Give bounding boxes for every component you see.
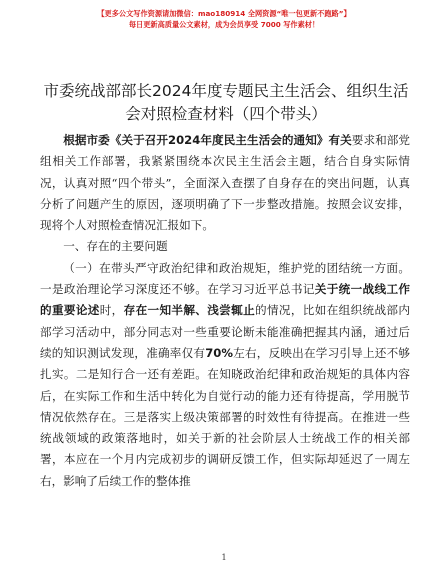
paragraph-1-bold-b: 存在一知半解、浅尝辄止: [123, 303, 256, 318]
intro-text: 要求和部党组相关工作部署，我紧紧围绕本次民主生活会主题，结合自身实际情况，认真对照“四个带头”，全面深入查摆了自身存在的突出问题，认真分析了问题产生的原因，逐项明确了下一步整改措施。按照会议安排，现将个人对照检查情况汇报如下。: [40, 133, 410, 233]
document-title: 市委统战部部长2024年度专题民主生活会、组织生活会对照检查材料（四个带头）: [43, 82, 409, 123]
paragraph-1-text-a: （一）在带头严守政治纪律和政治规矩，维护党的团结统一方面。一是政治理论学习深度还不够。在学习习近平总书记: [40, 260, 410, 297]
intro-bold-text: 根据市委《关于召开2024年度民主生活会的通知》有关: [63, 133, 352, 147]
paragraph-1-bold-c: 70%: [205, 345, 233, 360]
page-number: 1: [221, 553, 227, 562]
paragraph-1-text-c: 的情况，比如在组织统战部内部学习活动中，部分同志对一些重要论断未能准确把握其内涵，通过后续的知识测试发现，准确率仅有: [40, 303, 410, 360]
paragraph-1: [40, 258, 410, 492]
promo-banner: [0, 8, 448, 30]
promo-line-1: 【更多公文写作资源请加微信：mao180914 全网资源“唯一包更新不跑路”】: [97, 9, 351, 18]
paragraph-1-text-d: 左右，反映出在学习引导上还不够扎实。二是知行合一还有差距。在知晓政治纪律和政治规矩的具体内容后，在实际工作和生活中转化为自觉行动的能力还有待提高，学用脱节情况依然存在。三是落实上级决策部署的时效性有待提高。在推进一些统战领域的政策落地时，如关于新的社会阶层人士统战工作的相关部署，本应在一个月内完成初步的调研反馈工作，但实际却延迟了一周左右，影响了后续工作的整体推: [40, 345, 410, 488]
intro-paragraph: [40, 130, 410, 236]
paragraph-1-bold-a: 关于统一战线工作的重要论述: [40, 282, 410, 318]
promo-line-2: 每日更新高质量公文素材，成为会员享受 7000 写作素材！: [128, 20, 320, 29]
section-heading: 一、存在的主要问题: [63, 239, 168, 254]
paragraph-1-text-b: 时，: [99, 303, 124, 318]
document-body: [40, 130, 410, 492]
